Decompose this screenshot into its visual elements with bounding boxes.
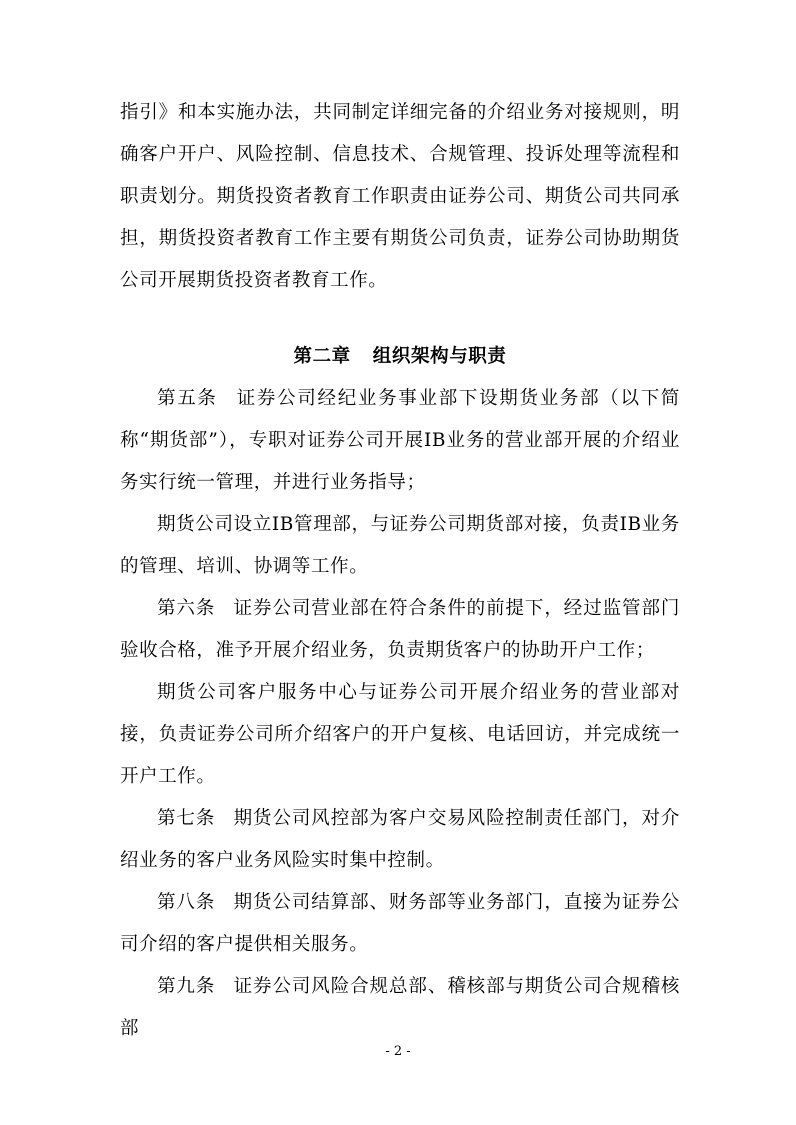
article-8-label: 第八条 — [157, 892, 216, 913]
article-5-text: 证券公司经纪业务事业部下设期货业务部（以下简称“期货部”），专职对证券公司开展IB业务的营业部开展的介绍业务实行统一管理，并进行业务指导； — [120, 388, 680, 493]
article-7 — [120, 798, 680, 882]
chapter-number: 第二章 — [293, 346, 351, 367]
document-body — [120, 92, 680, 1050]
article-5-paragraph-2: 期货公司设立IB管理部，与证券公司期货部对接，负责IB业务的管理、培训、协调等工作。 — [120, 514, 680, 577]
article-5 — [120, 378, 680, 504]
section-spacer — [120, 302, 680, 336]
article-6 — [120, 588, 680, 672]
article-7-text: 期货公司风控部为客户交易风险控制责任部门，对介绍业务的客户业务风险实时集中控制。 — [120, 808, 680, 871]
article-8 — [120, 882, 680, 966]
paragraph-intro: 指引》和本实施办法，共同制定详细完备的介绍业务对接规则，明确客户开户、风险控制、信息技术、合规管理、投诉处理等流程和职责划分。期货投资者教育工作职责由证券公司、期货公司共同承担，期货投资者教育工作主要有期货公司负责，证券公司协助期货公司开展期货投资者教育工作。 — [120, 102, 680, 291]
chapter-title: 组织架构与职责 — [372, 346, 507, 367]
article-7-label: 第七条 — [157, 808, 216, 829]
article-9 — [120, 966, 680, 1050]
article-8-text: 期货公司结算部、财务部等业务部门，直接为证券公司介绍的客户提供相关服务。 — [120, 892, 680, 955]
chapter-heading — [120, 336, 680, 378]
article-6-text: 证券公司营业部在符合条件的前提下，经过监管部门验收合格，准予开展介绍业务，负责期货客户的协助开户工作； — [120, 598, 680, 661]
article-9-text: 证券公司风险合规总部、稽核部与期货公司合规稽核部 — [120, 976, 680, 1039]
article-9-label: 第九条 — [157, 976, 216, 997]
page-number: - 2 - — [385, 1044, 411, 1059]
article-5-label: 第五条 — [157, 388, 218, 409]
article-6-paragraph-2: 期货公司客户服务中心与证券公司开展介绍业务的营业部对接，负责证券公司所介绍客户的开户复核、电话回访，并完成统一开户工作。 — [120, 682, 680, 787]
article-6-label: 第六条 — [157, 598, 216, 619]
